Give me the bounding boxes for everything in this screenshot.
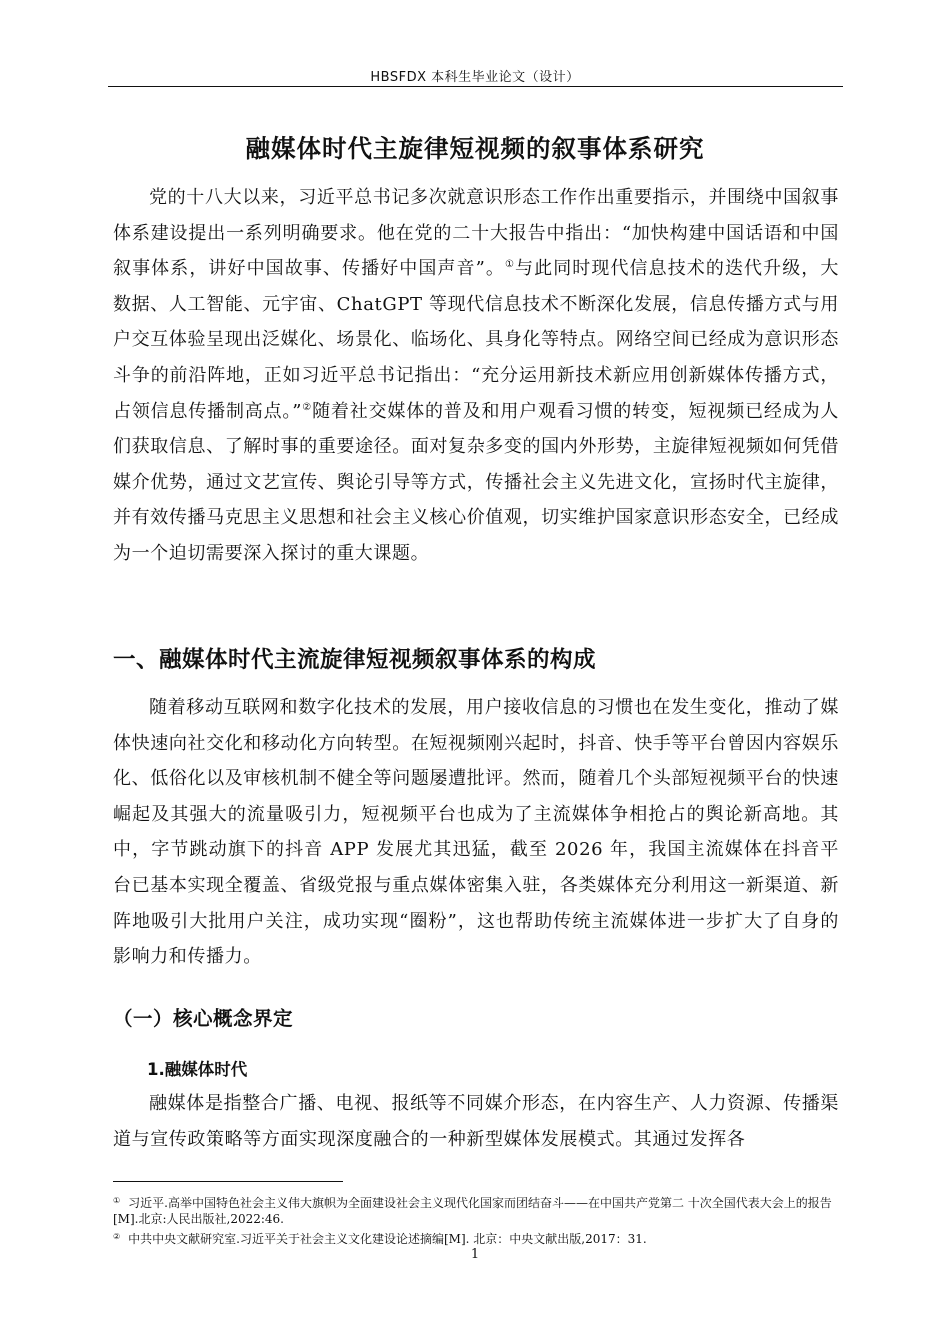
running-header: HBSFDX 本科生毕业论文（设计）	[370, 70, 580, 85]
intro-text-2: 与此同时现代信息技术的迭代升级，大数据、人工智能、元宇宙、ChatGPT 等现代信息技术不断深化发展，信息传播方式与用户交互体验呈现出泛媒化、场景化、临场化、具身化等特点。网络空间已经成为意识形态斗争的前沿阵地，正如习近平总书记指出：“充分运用新技术新应用创新媒体传播方式，占领信息传播制高点。”	[113, 258, 839, 422]
intro-text-1: 党的十八大以来，习近平总书记多次就意识形态工作作出重要指示，并围绕中国叙事体系建设提出一系列明确要求。他在党的二十大报告中指出：“加快构建中国话语和中国叙事体系，讲好中国故事、传播好中国声音”。	[113, 187, 839, 280]
intro-text-3: 随着社交媒体的普及和用户观看习惯的转变，短视频已经成为人们获取信息、了解时事的重要途径。面对复杂多变的国内外形势，主旋律短视频如何凭借媒介优势，通过文艺宣传、舆论引导等方式，传播社会主义先进文化，宣扬时代主旋律，并有效传播马克思主义思想和社会主义核心价值观，切实维护国家意识形态安全，已经成为一个迫切需要深入探讨的重大课题。	[113, 400, 839, 564]
footnote-text-2: 中共中央文献研究室.习近平关于社会主义文化建设论述摘编[M]. 北京：中央文献出版,2017：31.	[128, 1232, 647, 1246]
footnote-text-1: 习近平.高举中国特色社会主义伟大旗帜为全面建设社会主义现代化国家而团结奋斗——在中国共产党第二 十次全国代表大会上的报告[M].北京:人民出版社,2022:46.	[113, 1196, 832, 1226]
footnote-1	[113, 1193, 853, 1227]
section-paragraph: 随着移动互联网和数字化技术的发展，用户接收信息的习惯也在发生变化，推动了媒体快速向社交化和移动化方向转型。在短视频刚兴起时，抖音、快手等平台曾因内容娱乐化、低俗化以及审核机制不健全等问题屡遭批评。然而，随着几个头部短视频平台的快速崛起及其强大的流量吸引力，短视频平台也成为了主流媒体争相抢占的舆论新高地。其中，字节跳动旗下的抖音 APP 发展尤其迅猛，截至 2026 年，我国主流媒体在抖音平台已基本实现全覆盖、省级党报与重点媒体密集入驻，各类媒体充分利用这一新渠道、新阵地吸引大批用户关注，成功实现“圈粉”，这也帮助传统主流媒体进一步扩大了自身的影响力和传播力。	[113, 697, 839, 968]
intro-paragraph	[113, 180, 839, 572]
header-rule	[108, 86, 843, 87]
item-heading: 1.融媒体时代	[147, 1060, 248, 1079]
footnote-ref-2[interactable]: ②	[302, 401, 313, 413]
section-heading: 一、融媒体时代主流旋律短视频叙事体系的构成	[113, 647, 597, 673]
footnote-mark-2: ②	[113, 1232, 121, 1241]
page-number: 1	[470, 1247, 480, 1262]
paper-title: 融媒体时代主旋律短视频的叙事体系研究	[245, 134, 705, 163]
subsection-heading: （一）核心概念界定	[113, 1007, 294, 1030]
footnote-separator	[113, 1181, 343, 1182]
item-paragraph: 融媒体是指整合广播、电视、报纸等不同媒介形态，在内容生产、人力资源、传播渠道与宣传政策略等方面实现深度融合的一种新型媒体发展模式。其通过发挥各	[113, 1093, 839, 1150]
footnote-2	[113, 1229, 853, 1247]
footnote-ref-1[interactable]: ①	[504, 259, 516, 271]
footnote-mark-1: ①	[113, 1196, 121, 1205]
